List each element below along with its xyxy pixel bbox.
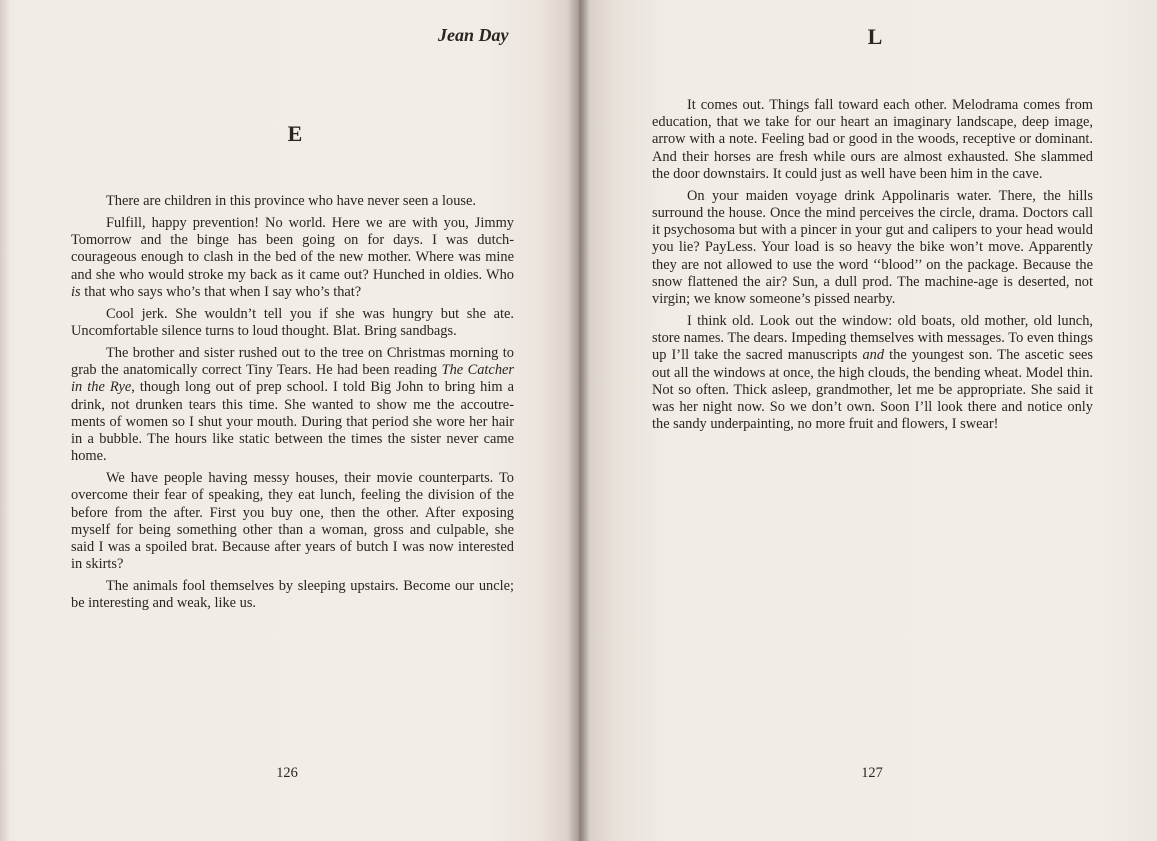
page-number: 126 <box>276 765 298 781</box>
section-letter: L <box>867 24 883 49</box>
paragraph: The brother and sister rushed out to the tree on Christmas morning to grab the anatomically correct Tiny Tears. He had been reading The Catcher in the Rye, though long out of prep school. I told Big John to bring him a drink, not drunken tears this time. She wanted to show me the accoutre-ments of women so I shut your mouth. During that period she wore her hair in a bubble. The hours like static between the times the sister never came home. <box>71 345 515 465</box>
italic-text: The Catcher in the Rye <box>71 362 515 396</box>
page-body <box>652 97 1093 438</box>
italic-text: is <box>71 283 81 300</box>
paragraph: Fulfill, happy prevention! No world. Here we are with you, Jimmy Tomorrow and the binge has been going on for days. I was dutch-courageous enough to clash in the bed of the new mother. Where was mine and she who would stroke my back as it came out? Hunched in oldies. Who is that who says who’s that when I say who’s that? <box>71 215 514 300</box>
italic-text: and <box>862 347 885 364</box>
paragraph: I think old. Look out the window: old boats, old mother, old lunch, store names. The dears. Impeding themselves with messages. To even things up I’ll take the sacred manuscripts and the youngest son. The ascetic sees out all the windows at once, the high clouds, the bending wheat. Model thin. Not so often. Thick asleep, grandmother, let me be appropriate. She said it was her night now. So we don’t own. Soon I’ll look there and notice only the sandy underpainting, no more fruit and flowers, I swear! <box>652 313 1094 433</box>
page-body <box>71 193 514 617</box>
left-page <box>0 0 578 841</box>
section-letter: E <box>287 121 303 146</box>
paragraph: The animals fool themselves by sleeping upstairs. Become our uncle; be interesting and weak, like us. <box>71 578 514 612</box>
paragraph: We have people having messy houses, their movie counterparts. To overcome their fear of speaking, they eat lunch, feeling the division of the before from the after. First you buy one, then the other. After exposing myself for being something other than a woman, gross and culpable, she said I was a spoiled brat. Because after years of butch I was now interested in skirts? <box>71 470 514 573</box>
paragraph: On your maiden voyage drink Appolinaris water. There, the hills surround the house. Once the mind perceives the circle, drama. Doctors call it psychosoma but with a pincer in your gut and calipers to your head would you lie? PayLess. Your load is so heavy the bike won’t move. Apparently they are not allowed to use the word ‘‘blood’’ on the package. Because the snow flattened the air? Sun, a dull prod. The machine-age is deserted, not virgin; we know someone’s pissed nearby. <box>652 187 1093 308</box>
paragraph: Cool jerk. She wouldn’t tell you if she was hungry but she ate. Uncomfortable silence turns to loud thought. Blat. Bring sandbags. <box>71 305 514 340</box>
page-number: 127 <box>861 765 883 781</box>
right-page <box>578 0 1157 841</box>
paragraph: It comes out. Things fall toward each other. Melodrama comes from education, that we take for our heart an imaginary landscape, deep image, arrow with a note. Feeling bad or good in the woods, receptive or dominant. And their horses are fresh while ours are almost exhausted. She slammed the door downstairs. It could just as well have been him in the cave. <box>652 97 1093 182</box>
running-head: Jean Day <box>438 25 509 45</box>
paragraph: There are children in this province who have never seen a louse. <box>106 193 477 209</box>
